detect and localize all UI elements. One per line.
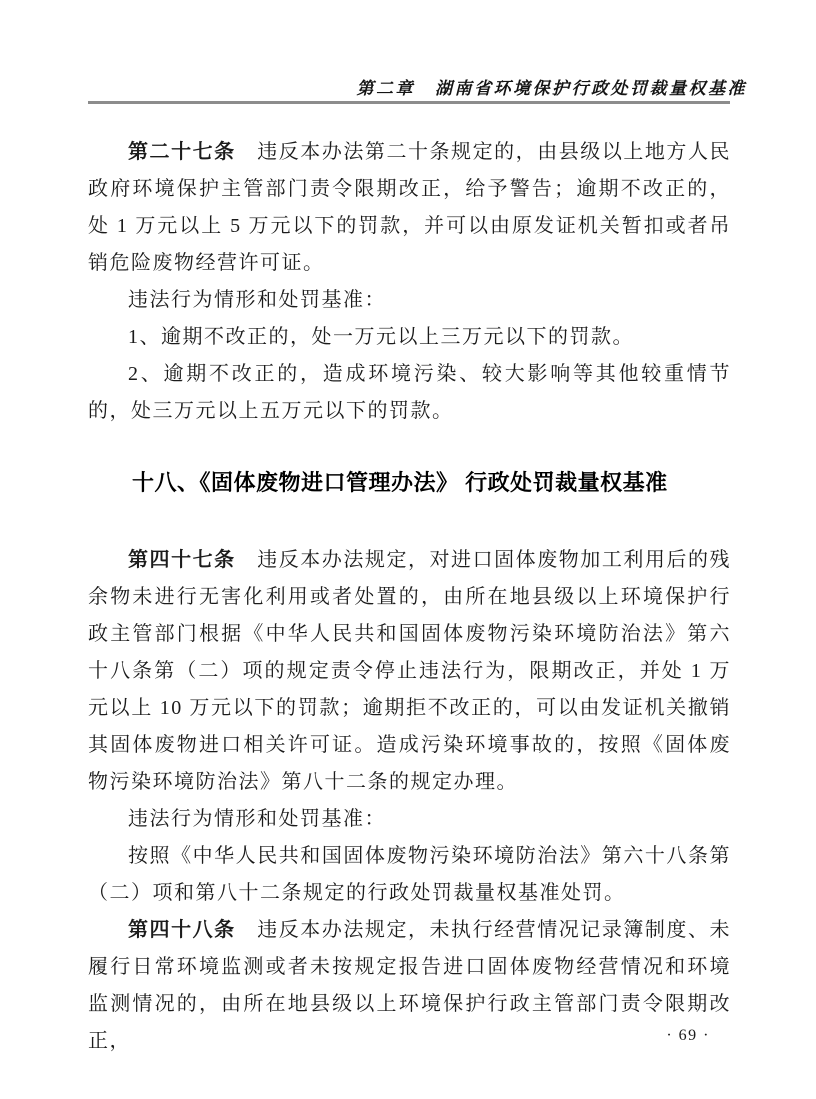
page-number: · 69 ·: [666, 1027, 710, 1044]
section-heading: 十八、《固体废物进口管理办法》 行政处罚裁量权基准: [132, 470, 668, 495]
running-header-chapter: 第二章: [356, 79, 415, 98]
body-paragraph: 第四十八条 违反本办法规定，未执行经营情况记录簿制度、未履行日常环境监测或者未按规定报告进口固体废物经营情况和环境监测情况的，由所在地县级以上环境保护行政主管部门责令限期改正，: [88, 919, 732, 1052]
running-header-title: 湖南省环境保护行政处罚裁量权基准: [435, 79, 747, 98]
body-paragraph: 第二十七条 违反本办法第二十条规定的，由县级以上地方人民政府环境保护主管部门责令限期改正，给予警告；逾期不改正的，处 1 万元以上 5 万元以下的罚款，并可以由原发证机关暂扣或者吊销危险废物经营许可证。: [88, 141, 732, 274]
body-paragraph: 1、逾期不改正的，处一万元以上三万元以下的罚款。: [128, 326, 634, 348]
body-paragraph: 违法行为情形和处罚基准：: [128, 289, 386, 311]
body-paragraph: 2、逾期不改正的，造成环境污染、较大影响等其他较重情节的，处三万元以上五万元以下的罚款。: [88, 363, 731, 422]
article-number: 第四十七条: [128, 549, 236, 571]
body-paragraph: 第四十七条 违反本办法规定，对进口固体废物加工利用后的残余物未进行无害化利用或者处置的，由所在地县级以上环境保护行政主管部门根据《中华人民共和国固体废物污染环境防治法》第六十八条第（二）项的规定责令停止违法行为，限期改正，并处 1 万元以上 10 万元以下的罚款；逾期拒不改正的，可以由发证机关撤销其固体废物进口相关许可证。造成污染环境事故的，按照《固体废物污染环境防治法》第八十二条的规定办理。: [88, 549, 732, 793]
header-rule: [88, 101, 730, 104]
body-paragraph: 按照《中华人民共和国固体废物污染环境防治法》第六十八条第（二）项和第八十二条规定的行政处罚裁量权基准处罚。: [88, 845, 731, 904]
running-header: [88, 74, 747, 99]
body-paragraph: 违法行为情形和处罚基准：: [128, 808, 386, 830]
article-number: 第二十七条: [128, 141, 236, 163]
article-number: 第四十八条: [128, 919, 236, 941]
document-body: [88, 134, 731, 1060]
